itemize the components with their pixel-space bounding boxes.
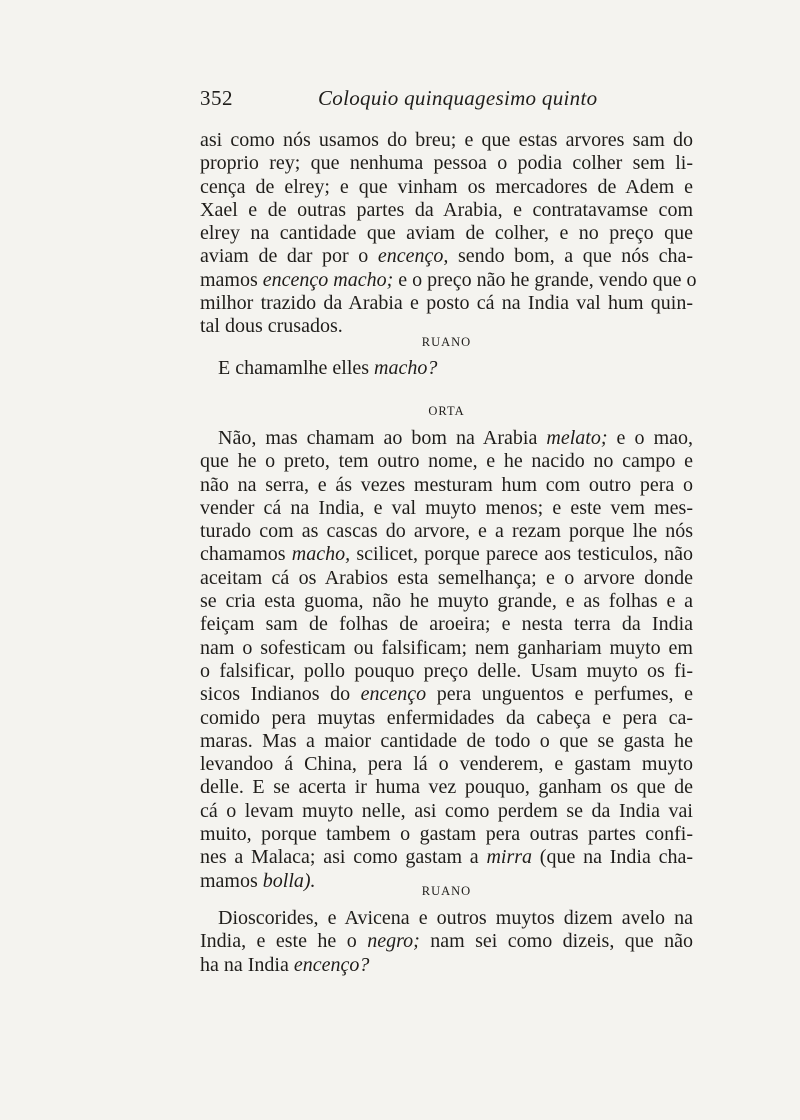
- text-span: e o mao,: [607, 427, 694, 449]
- italic-term: encenço: [360, 683, 427, 706]
- page-header: [200, 86, 693, 116]
- text-line: [200, 930, 693, 953]
- paragraph-2: [200, 427, 693, 893]
- text-line: [200, 846, 693, 869]
- italic-term: macho,: [291, 543, 351, 566]
- text-span: chamamos: [200, 543, 292, 566]
- italic-term: encenço macho;: [262, 268, 394, 291]
- text-line: tal dous crusados.: [200, 315, 343, 338]
- text-line: nam o sofesticam ou falsificam; nem ganhariam muyto em: [200, 636, 693, 659]
- page-number: 352: [200, 86, 233, 110]
- text-line: milhor trazido da Arabia e posto cá na India val hum quin-: [200, 292, 693, 315]
- text-line: delle. E se acerta ir huma vez pouquo, ganham os que de: [200, 776, 693, 799]
- text-line: proprio rey; que nenhuma pessoa o podia colher sem li-: [200, 152, 693, 175]
- text-line: cá o levam muyto nelle, asi como perdem se da India vai: [200, 799, 693, 822]
- italic-term: macho?: [374, 357, 438, 379]
- text-line: o falsificar, pollo pouquo preço delle. Usam muyto os fi-: [200, 659, 693, 682]
- text-line: se cria esta guoma, não he muyto grande, e as folhas e a: [200, 590, 693, 613]
- text-line: muito, porque tambem o gastam pera outras partes confi-: [200, 823, 693, 846]
- paragraph-1: [200, 129, 697, 339]
- italic-term: encenço?: [293, 953, 370, 976]
- speaker-label: RUANO: [421, 884, 472, 898]
- text-span: e o preço não he grande, vendo que o: [393, 268, 697, 291]
- speaker-label: RUANO: [421, 335, 472, 349]
- text-span: (que na India cha-: [532, 846, 693, 869]
- text-line: elrey na cantidade que aviam de colher, e no preço que: [200, 222, 693, 245]
- text-line: não na serra, e ás vezes mesturam hum com outro pera o: [200, 473, 693, 496]
- text-span: sicos Indianos do: [200, 683, 361, 706]
- paragraph-3: [200, 907, 693, 977]
- speaker-label: ORTA: [428, 404, 465, 418]
- text-line: [200, 245, 693, 268]
- question-1: [200, 357, 693, 380]
- text-span: sendo bom, a que nós cha-: [448, 245, 693, 268]
- text-span: pera unguentos e perfumes, e: [426, 683, 693, 706]
- text-line: que he o preto, tem outro nome, e he nacido no campo e: [200, 450, 693, 473]
- text-span: E chamamlhe elles: [218, 357, 375, 379]
- text-line: [200, 268, 697, 292]
- text-span: ha na India: [200, 953, 294, 976]
- text-span: scilicet, porque parece aos testiculos, não: [350, 543, 693, 566]
- text-line: maras. Mas a maior cantidade de todo o que se gasta he: [200, 729, 693, 752]
- text-span: nam sei como dizeis, que não: [419, 930, 693, 953]
- text-span: aviam de dar por o: [200, 245, 378, 268]
- italic-term: bolla).: [262, 869, 316, 892]
- text-line: aceitam cá os Arabios esta semelhança; e o arvore donde: [200, 566, 693, 589]
- text-line: feiçam sam de folhas de aroeira; e nesta terra da India: [200, 613, 693, 636]
- italic-term: encenço,: [377, 245, 449, 268]
- text-line: [200, 543, 693, 566]
- text-line: comido pera muytas enfermidades da cabeça e pera ca-: [200, 706, 693, 729]
- text-span: mamos: [200, 268, 263, 291]
- text-line: asi como nós usamos do breu; e que estas arvores sam do: [200, 129, 693, 151]
- text-line: Xael e de outras partes da Arabia, e contratavamse com: [200, 198, 693, 221]
- text-line: [200, 954, 693, 977]
- italic-term: negro;: [367, 930, 420, 953]
- text-line: vender cá na India, e val muyto menos; e este vem mes-: [200, 496, 693, 519]
- text-line: levandoo á China, pera lá o venderem, e gastam muyto: [200, 753, 693, 776]
- text-span: India, e este he o: [200, 930, 368, 953]
- italic-term: melato;: [546, 427, 608, 449]
- text-span: mamos: [200, 869, 263, 892]
- text-line: [200, 427, 693, 450]
- text-line: [200, 683, 693, 706]
- text-line: turado com as cascas do arvore, e a rezam porque lhe nós: [200, 520, 693, 543]
- text-line: Dioscorides, e Avicena e outros muytos dizem avelo na: [218, 907, 693, 929]
- text-span: nes a Malaca; asi como gastam a: [200, 846, 487, 869]
- running-title: Coloquio quinquagesimo quinto: [318, 86, 598, 110]
- italic-term: mirra: [486, 846, 533, 869]
- text-span: Não, mas chamam ao bom na Arabia: [218, 427, 547, 449]
- book-page: [200, 0, 697, 1120]
- text-line: cença de elrey; e que vinham os mercadores de Adem e: [200, 175, 693, 198]
- text-line: [200, 357, 693, 380]
